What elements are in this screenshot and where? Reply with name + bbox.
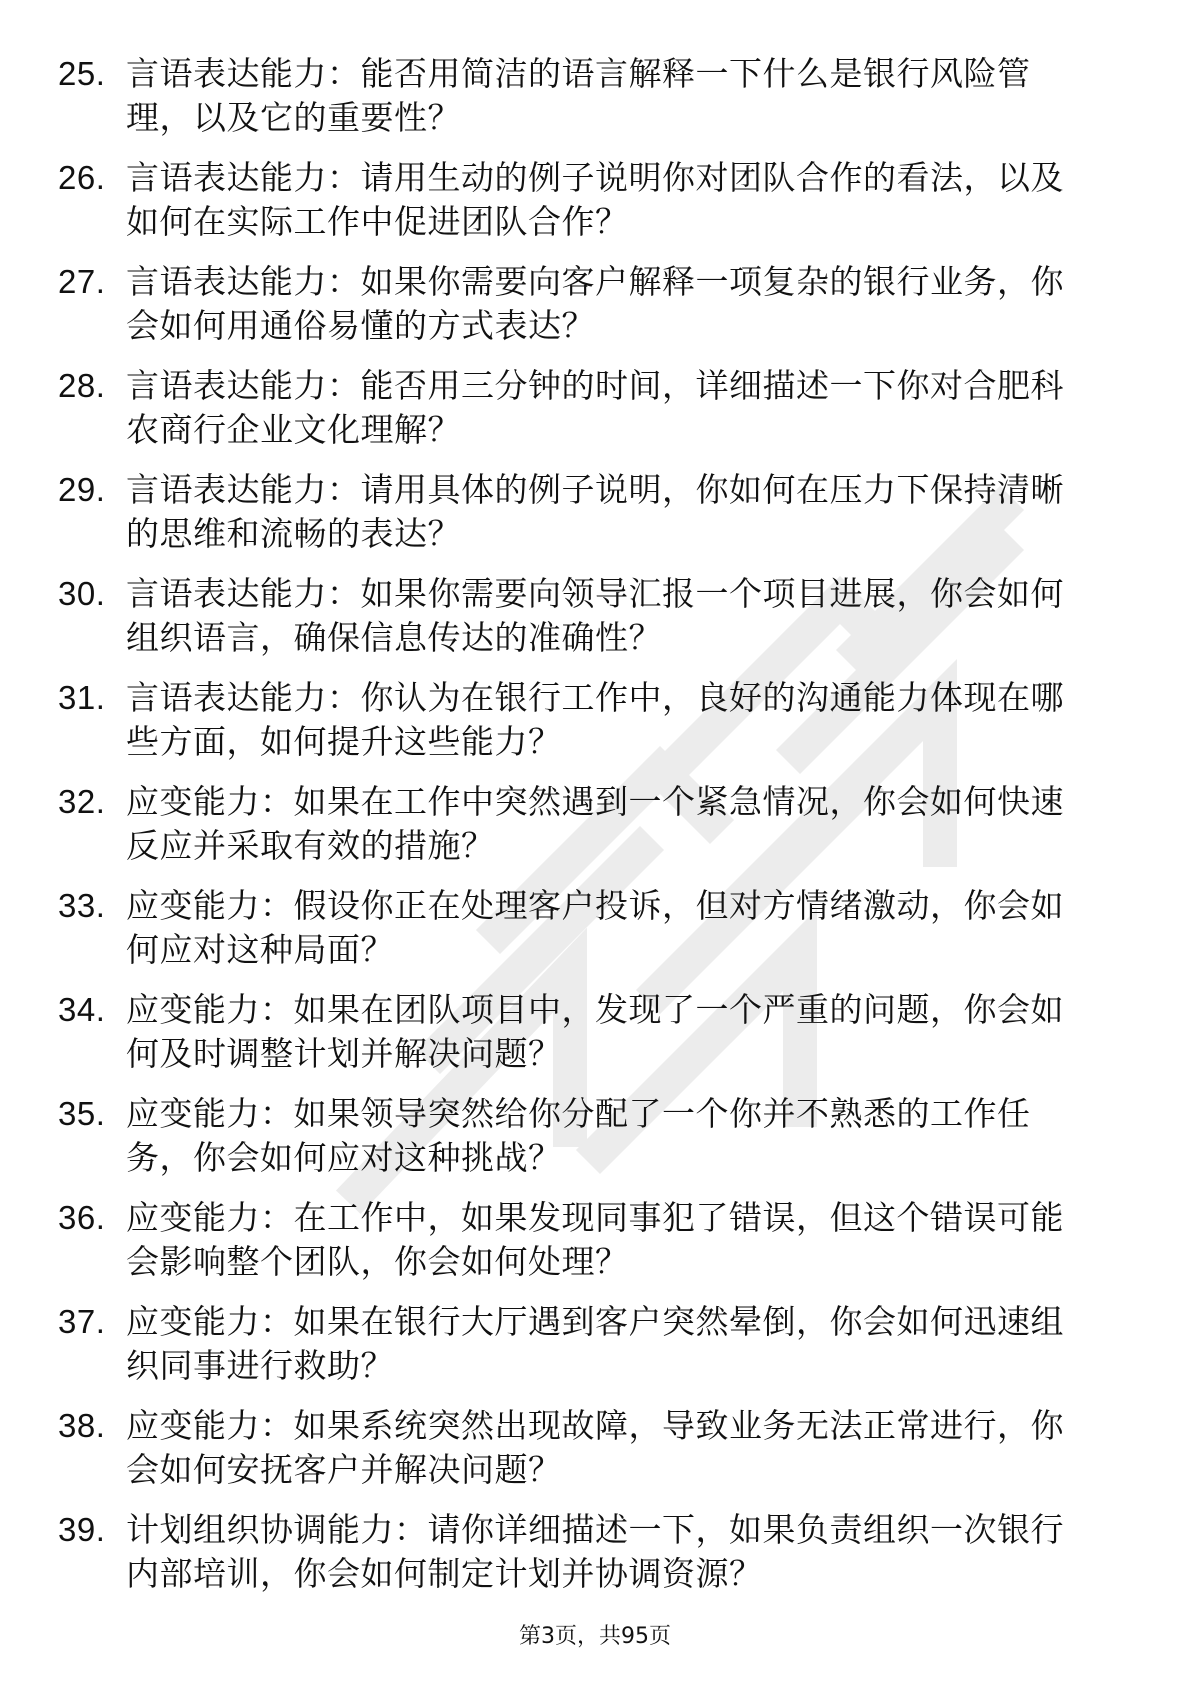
question-line: 反应并采取有效的措施？ xyxy=(126,826,495,865)
list-item xyxy=(58,1404,1118,1508)
question-number: 34. xyxy=(58,991,106,1028)
question-line: 会如何用通俗易懂的方式表达？ xyxy=(126,306,595,345)
question-line: 何应对这种局面？ xyxy=(126,930,394,969)
question-number: 32. xyxy=(58,783,106,820)
list-item xyxy=(58,364,1118,468)
question-number: 35. xyxy=(58,1095,106,1132)
list-item xyxy=(58,572,1118,676)
question-line: 应变能力：假设你正在处理客户投诉，但对方情绪激动，你会如 xyxy=(126,886,1064,925)
question-text xyxy=(126,1508,1126,1596)
list-item xyxy=(58,1092,1118,1196)
question-line: 组织语言，确保信息传达的准确性？ xyxy=(126,618,662,657)
question-number: 33. xyxy=(58,887,106,924)
question-line: 言语表达能力：能否用三分钟的时间，详细描述一下你对合肥科 xyxy=(126,366,1064,405)
question-number: 28. xyxy=(58,367,106,404)
list-item xyxy=(58,1300,1118,1404)
question-text xyxy=(126,780,1126,868)
question-number: 37. xyxy=(58,1303,106,1340)
question-number: 36. xyxy=(58,1199,106,1236)
question-line: 务，你会如何应对这种挑战？ xyxy=(126,1138,562,1177)
question-line: 织同事进行救助？ xyxy=(126,1346,394,1385)
list-item xyxy=(58,156,1118,260)
question-line: 的思维和流畅的表达？ xyxy=(126,514,461,553)
question-line: 应变能力：如果系统突然出现故障，导致业务无法正常进行，你 xyxy=(126,1406,1064,1445)
question-number: 39. xyxy=(58,1511,106,1548)
question-text xyxy=(126,1092,1126,1180)
question-line: 计划组织协调能力：请你详细描述一下，如果负责组织一次银行 xyxy=(126,1510,1064,1549)
question-text xyxy=(126,364,1126,452)
question-number: 27. xyxy=(58,263,106,300)
list-item xyxy=(58,260,1118,364)
list-item xyxy=(58,52,1118,156)
question-number: 26. xyxy=(58,159,106,196)
question-line: 应变能力：如果在工作中突然遇到一个紧急情况，你会如何快速 xyxy=(126,782,1064,821)
question-text xyxy=(126,572,1126,660)
question-line: 应变能力：如果领导突然给你分配了一个你并不熟悉的工作任 xyxy=(126,1094,1031,1133)
question-text xyxy=(126,988,1126,1076)
question-text xyxy=(126,468,1126,556)
question-text xyxy=(126,52,1126,140)
question-number: 38. xyxy=(58,1407,106,1444)
question-line: 言语表达能力：请用具体的例子说明，你如何在压力下保持清晰 xyxy=(126,470,1064,509)
question-line: 言语表达能力：如果你需要向客户解释一项复杂的银行业务，你 xyxy=(126,262,1064,301)
list-item xyxy=(58,988,1118,1092)
question-text xyxy=(126,156,1126,244)
list-item xyxy=(58,468,1118,572)
question-line: 理，以及它的重要性？ xyxy=(126,98,461,137)
question-text xyxy=(126,1404,1126,1492)
question-line: 应变能力：如果在团队项目中，发现了一个严重的问题，你会如 xyxy=(126,990,1064,1029)
question-line: 何及时调整计划并解决问题？ xyxy=(126,1034,562,1073)
list-item xyxy=(58,884,1118,988)
question-line: 内部培训，你会如何制定计划并协调资源？ xyxy=(126,1554,763,1593)
question-line: 农商行企业文化理解？ xyxy=(126,410,461,449)
question-number: 29. xyxy=(58,471,106,508)
list-item xyxy=(58,780,1118,884)
question-line: 会影响整个团队，你会如何处理？ xyxy=(126,1242,629,1281)
question-number: 31. xyxy=(58,679,106,716)
question-list xyxy=(58,52,1118,1612)
question-line: 会如何安抚客户并解决问题？ xyxy=(126,1450,562,1489)
question-line: 应变能力：如果在银行大厅遇到客户突然晕倒，你会如何迅速组 xyxy=(126,1302,1064,1341)
question-line: 如何在实际工作中促进团队合作？ xyxy=(126,202,629,241)
question-text xyxy=(126,1196,1126,1284)
question-line: 些方面，如何提升这些能力？ xyxy=(126,722,562,761)
question-text xyxy=(126,1300,1126,1388)
question-text xyxy=(126,676,1126,764)
list-item xyxy=(58,1508,1118,1612)
question-text xyxy=(126,884,1126,972)
question-number: 30. xyxy=(58,575,106,612)
question-line: 言语表达能力：请用生动的例子说明你对团队合作的看法，以及 xyxy=(126,158,1064,197)
question-number: 25. xyxy=(58,55,106,92)
list-item xyxy=(58,1196,1118,1300)
question-line: 言语表达能力：能否用简洁的语言解释一下什么是银行风险管 xyxy=(126,54,1031,93)
question-line: 言语表达能力：你认为在银行工作中，良好的沟通能力体现在哪 xyxy=(126,678,1064,717)
question-text xyxy=(126,260,1126,348)
page-indicator: 第3页，共95页 xyxy=(519,1624,671,1649)
question-line: 应变能力：在工作中，如果发现同事犯了错误，但这个错误可能 xyxy=(126,1198,1064,1237)
question-line: 言语表达能力：如果你需要向领导汇报一个项目进展，你会如何 xyxy=(126,574,1064,613)
list-item xyxy=(58,676,1118,780)
